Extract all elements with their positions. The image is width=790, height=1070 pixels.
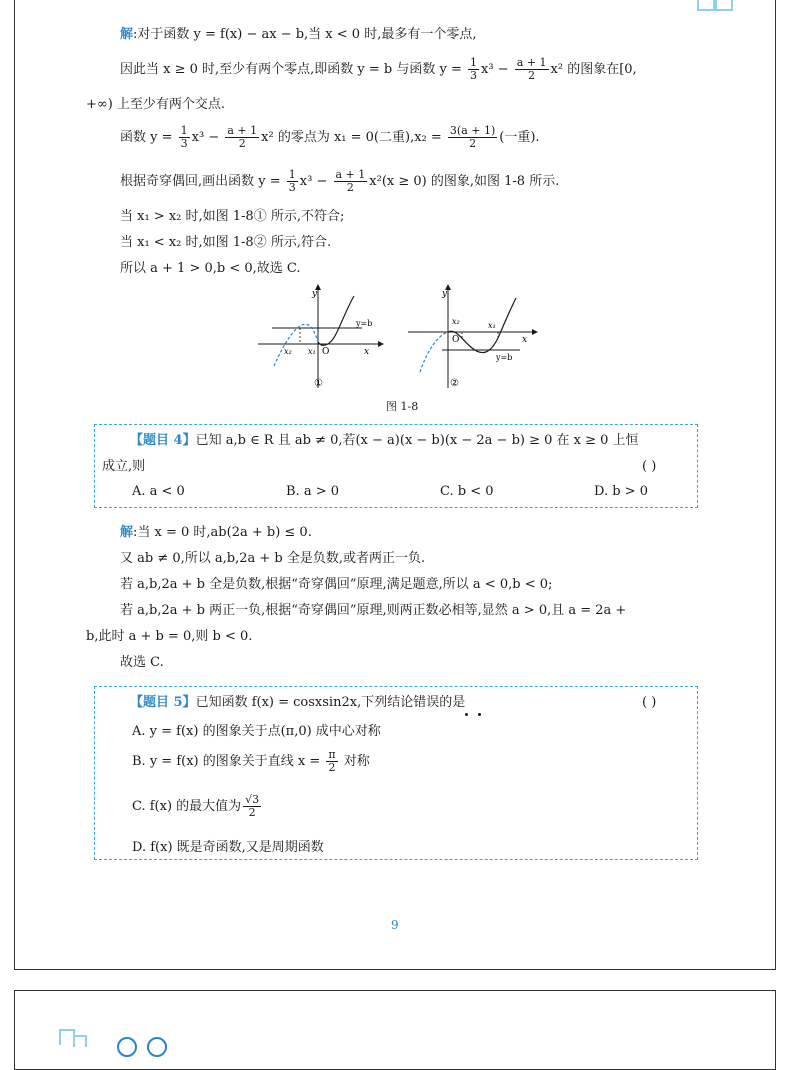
- numerator: a + 1: [335, 168, 366, 181]
- corner-decoration: [73, 1035, 87, 1047]
- fraction: [326, 749, 337, 774]
- numerator: 1: [180, 124, 188, 137]
- corner-decoration: [697, 0, 715, 11]
- denominator: 2: [469, 137, 477, 150]
- solution-line: [120, 26, 476, 44]
- text: 所以 a + 1 > 0,b < 0,故选 C.: [120, 261, 301, 276]
- text: 故选 C.: [120, 655, 164, 670]
- root-label-x1: x₁: [308, 347, 316, 356]
- numerator: a + 1: [227, 124, 258, 137]
- denominator: 2: [528, 69, 536, 82]
- circle-decoration: [147, 1037, 167, 1057]
- answer-paren: ( ): [642, 459, 657, 474]
- text: B. y = f(x) 的图象关于直线 x =: [132, 754, 321, 769]
- text: :对于函数 y = f(x) − ax − b,当 x < 0 时,最多有一个零点,: [133, 27, 477, 42]
- text: 对称: [343, 754, 370, 769]
- figure-graph-2: [402, 284, 538, 394]
- fraction: [448, 125, 497, 150]
- solution-line: [120, 54, 637, 86]
- text: (一重).: [499, 130, 540, 145]
- denominator: 3: [180, 137, 188, 150]
- problem-tag: 【题目 5】: [130, 695, 196, 710]
- circle-decoration: [117, 1037, 137, 1057]
- text: C. f(x) 的最大值为: [132, 799, 242, 814]
- fraction: [515, 57, 549, 82]
- numerator: √3: [245, 793, 260, 806]
- text: x³ −: [191, 130, 220, 145]
- figure-caption: 图 1-8: [386, 400, 419, 413]
- problem-tag: 【题目 4】: [130, 433, 196, 448]
- text: +∞) 上至少有两个交点.: [86, 97, 226, 112]
- option-d[interactable]: D. b > 0: [594, 484, 648, 499]
- axis-label-x: x: [522, 335, 528, 345]
- solution-line: [120, 208, 344, 226]
- numerator: 1: [470, 56, 478, 69]
- numerator: 1: [288, 168, 296, 181]
- fraction: [243, 794, 261, 819]
- fraction: [468, 57, 479, 82]
- emphasis-dot: [478, 713, 481, 716]
- text: 若 a,b,2a + b 两正一负,根据“奇穿偶回”原理,则两正数必相等,显然 a > 0,且 a = 2a +: [120, 603, 627, 618]
- graph-number: ①: [314, 378, 323, 389]
- solution-label: 解: [120, 27, 134, 42]
- text: b,此时 a + b = 0,则 b < 0.: [86, 629, 253, 644]
- axis-label-x: x: [364, 347, 370, 357]
- text: x² 的图象在[0,: [550, 62, 637, 77]
- line-label: y=b: [356, 319, 373, 328]
- option-d[interactable]: D. f(x) 既是奇函数,又是周期函数: [132, 840, 324, 855]
- problem-5-line: [130, 694, 465, 712]
- solution-line: [120, 550, 425, 568]
- text: 成立,则: [102, 459, 146, 474]
- root-label-x2: x₂: [284, 347, 292, 356]
- figure-graph-1: [252, 284, 384, 394]
- graph-number: ②: [450, 378, 459, 389]
- text: 当 x₁ > x₂ 时,如图 1-8① 所示,不符合;: [120, 209, 345, 224]
- text: 已知函数 f(x) = cosxsin2x,下列结论错误的是: [195, 695, 466, 710]
- solution-line: [120, 122, 540, 154]
- option-a[interactable]: A. y = f(x) 的图象关于点(π,0) 成中心对称: [132, 724, 381, 739]
- denominator: 2: [346, 181, 354, 194]
- emphasis-dot: [465, 713, 468, 716]
- line-label: y=b: [496, 353, 513, 362]
- origin-label: O: [452, 335, 460, 345]
- denominator: 2: [238, 137, 246, 150]
- text: 已知 a,b ∈ R 且 ab ≠ 0,若(x − a)(x − b)(x − 2a − b) ≥ 0 在 x ≥ 0 上恒: [195, 433, 639, 448]
- option-c[interactable]: [132, 790, 263, 824]
- root-label-x1: x₁: [488, 321, 496, 330]
- origin-label: O: [322, 347, 330, 357]
- problem-4-line: [102, 458, 145, 476]
- problem-4-line: [130, 432, 639, 450]
- solution-line: [120, 524, 312, 542]
- numerator: a + 1: [516, 56, 547, 69]
- text: 又 ab ≠ 0,所以 a,b,2a + b 全是负数,或者两正一负.: [120, 551, 426, 566]
- denominator: 3: [470, 69, 478, 82]
- option-a[interactable]: A. a < 0: [132, 484, 185, 499]
- option-b[interactable]: [132, 746, 370, 778]
- denominator: 2: [328, 761, 336, 774]
- denominator: 2: [248, 806, 256, 819]
- text: 因此当 x ≥ 0 时,至少有两个零点,即函数 y = b 与函数 y =: [120, 62, 462, 77]
- solution-label: 解: [120, 525, 134, 540]
- fraction: [179, 125, 190, 150]
- text: 函数 y =: [120, 130, 173, 145]
- text: x²(x ≥ 0) 的图象,如图 1-8 所示.: [369, 174, 560, 189]
- solution-line: [120, 166, 559, 198]
- numerator: π: [328, 748, 336, 761]
- fraction: [225, 125, 259, 150]
- text: :当 x = 0 时,ab(2a + b) ≤ 0.: [133, 525, 312, 540]
- solution-line: [120, 602, 626, 620]
- axis-label-y: y: [442, 289, 448, 299]
- corner-decoration: [715, 0, 733, 11]
- solution-line: [120, 654, 164, 672]
- page-number: 9: [391, 918, 399, 932]
- numerator: 3(a + 1): [449, 124, 496, 137]
- text: 当 x₁ < x₂ 时,如图 1-8② 所示,符合.: [120, 235, 332, 250]
- root-label-x2: x₂: [452, 317, 460, 326]
- text: x² 的零点为 x₁ = 0(二重),x₂ =: [261, 130, 442, 145]
- solution-line: [120, 234, 331, 252]
- text: 根据奇穿偶回,画出函数 y =: [120, 174, 281, 189]
- solution-line: [120, 576, 552, 594]
- fraction: [287, 169, 298, 194]
- text: 若 a,b,2a + b 全是负数,根据“奇穿偶回”原理,满足题意,所以 a < 0,b < 0;: [120, 577, 553, 592]
- text: x³ −: [481, 62, 509, 77]
- option-b[interactable]: B. a > 0: [286, 484, 339, 499]
- solution-line: [86, 628, 252, 646]
- text: x³ −: [299, 174, 328, 189]
- axis-label-y: y: [312, 289, 318, 299]
- solution-line: [86, 96, 225, 114]
- next-page: [14, 990, 776, 1070]
- option-c[interactable]: C. b < 0: [440, 484, 494, 499]
- solution-line: [120, 260, 301, 278]
- fraction: [334, 169, 368, 194]
- denominator: 3: [288, 181, 296, 194]
- answer-paren: ( ): [642, 695, 657, 710]
